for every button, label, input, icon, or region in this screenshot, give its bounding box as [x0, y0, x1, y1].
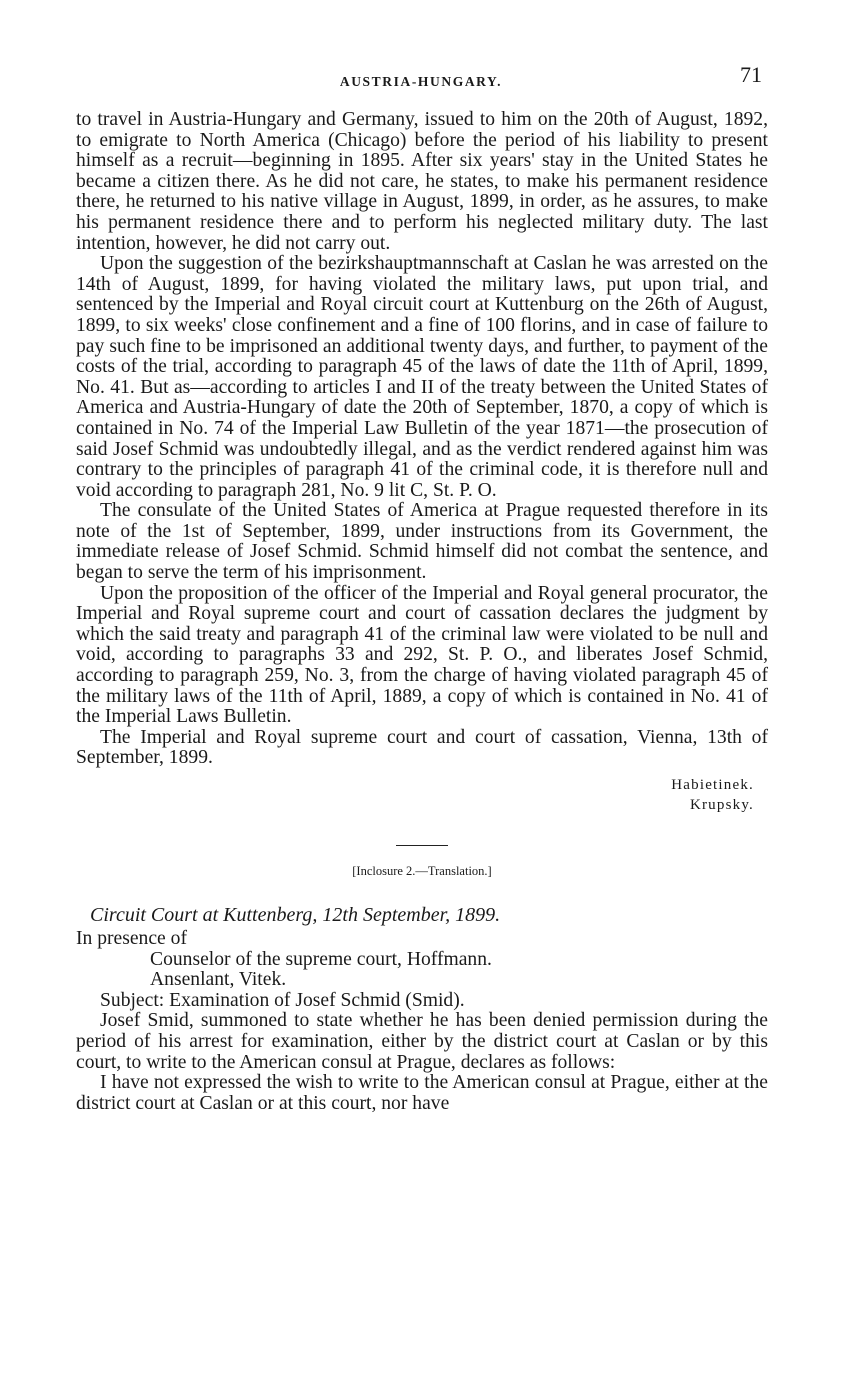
presence-ansenlant: Ansenlant, Vitek. — [150, 969, 287, 991]
signature-block — [76, 775, 768, 815]
inclosure-heading: [Inclosure 2.—Translation.] — [352, 864, 492, 878]
paragraph-judgment: Upon the proposition of the officer of the Imperial and Royal general procurator, the Imperial and Royal supreme court and court of cassation declares the judgment by which the said treaty and paragraph 41 of the criminal law were violated to be null and void, according to paragraphs 33 and 292, St. P. O., and liberates Josef Schmid, according to paragraph 259, No. 3, from the charge of having violated paragraph 45 of the military laws of the 11th of April, 1889, a copy of which is contained in No. 41 of the Imperial Laws Bulletin. — [76, 582, 768, 728]
body-text — [76, 110, 768, 1114]
paragraph-subject: Subject: Examination of Josef Schmid (Smid). — [100, 989, 465, 1011]
paragraph-continued: to travel in Austria-Hungary and Germany, issued to him on the 20th of August, 1892, to emigrate to North America (Chicago) before the period of his liability to present himself as a recruit—beginning in 1895. After six years' stay in the United States he became a citizen there. As he did not care, he states, to make his permanent residence there, he returned to his native village in August, 1899, in order, as he assures, to make his permanent residence there and to perform his neglected military duty. The last intention, however, he did not carry out. — [76, 109, 768, 254]
paragraph-court-vienna: The Imperial and Royal supreme court and court of cassation, Vienna, 13th of September, 1899. — [76, 726, 768, 769]
paragraph-summons: Josef Smid, summoned to state whether he has been denied permission during the period of his arrest for examination, either by the district court at Caslan or by this court, to write to the American consul at Prague, declares as follows: — [76, 1010, 768, 1073]
page-header — [76, 62, 766, 94]
signature-krupsky: Krupsky. — [689, 797, 754, 813]
paragraph-consulate: The consulate of the United States of America at Prague requested therefore in its note of the 1st of September, 1899, under instructions from its Government, the immediate release of Josef Schmid. Schmid himself did not combat the sentence, and began to serve the term of his imprisonment. — [76, 500, 768, 584]
presence-intro: In presence of — [76, 928, 187, 949]
paragraph-declaration: I have not expressed the wish to write to the American consul at Prague, either at the district court at Caslan or at this court, nor have — [76, 1072, 768, 1114]
section-divider — [396, 845, 448, 846]
running-head: AUSTRIA-HUNGARY. — [339, 74, 503, 89]
court-heading: Circuit Court at Kuttenberg, 12th September, 1899. — [90, 904, 501, 926]
presence-counselor: Counselor of the supreme court, Hoffmann. — [150, 948, 492, 970]
paragraph-arrest: Upon the suggestion of the bezirkshauptmannschaft at Caslan he was arrested on the 14th of August, 1899, for having violated the military laws, put upon trial, and sentenced by the Imperial and Royal circuit court at Kuttenburg on the 26th of August, 1899, to six weeks' close confinement and a fine of 100 florins, and in case of failure to pay such fine to be imprisoned an additional twenty days, and further, to payment of the costs of the trial, according to paragraph 45 of the laws of date the 11th of April, 1899, No. 41. But as—according to articles I and II of the treaty between the United States of America and Austria-Hungary of date the 20th of September, 1870, a copy of which is contained in No. 74 of the Imperial Law Bulletin of the year 1871—the prosecution of said Josef Schmid was undoubtedly illegal, and as the verdict rendered against him was contrary to the principles of paragraph 41 of the criminal code, it is therefore null and void according to paragraph 281, No. 9 lit C, St. P. O. — [76, 253, 768, 501]
signature-habietinek: Habietinek. — [671, 777, 754, 793]
page-number: 71 — [740, 62, 762, 87]
